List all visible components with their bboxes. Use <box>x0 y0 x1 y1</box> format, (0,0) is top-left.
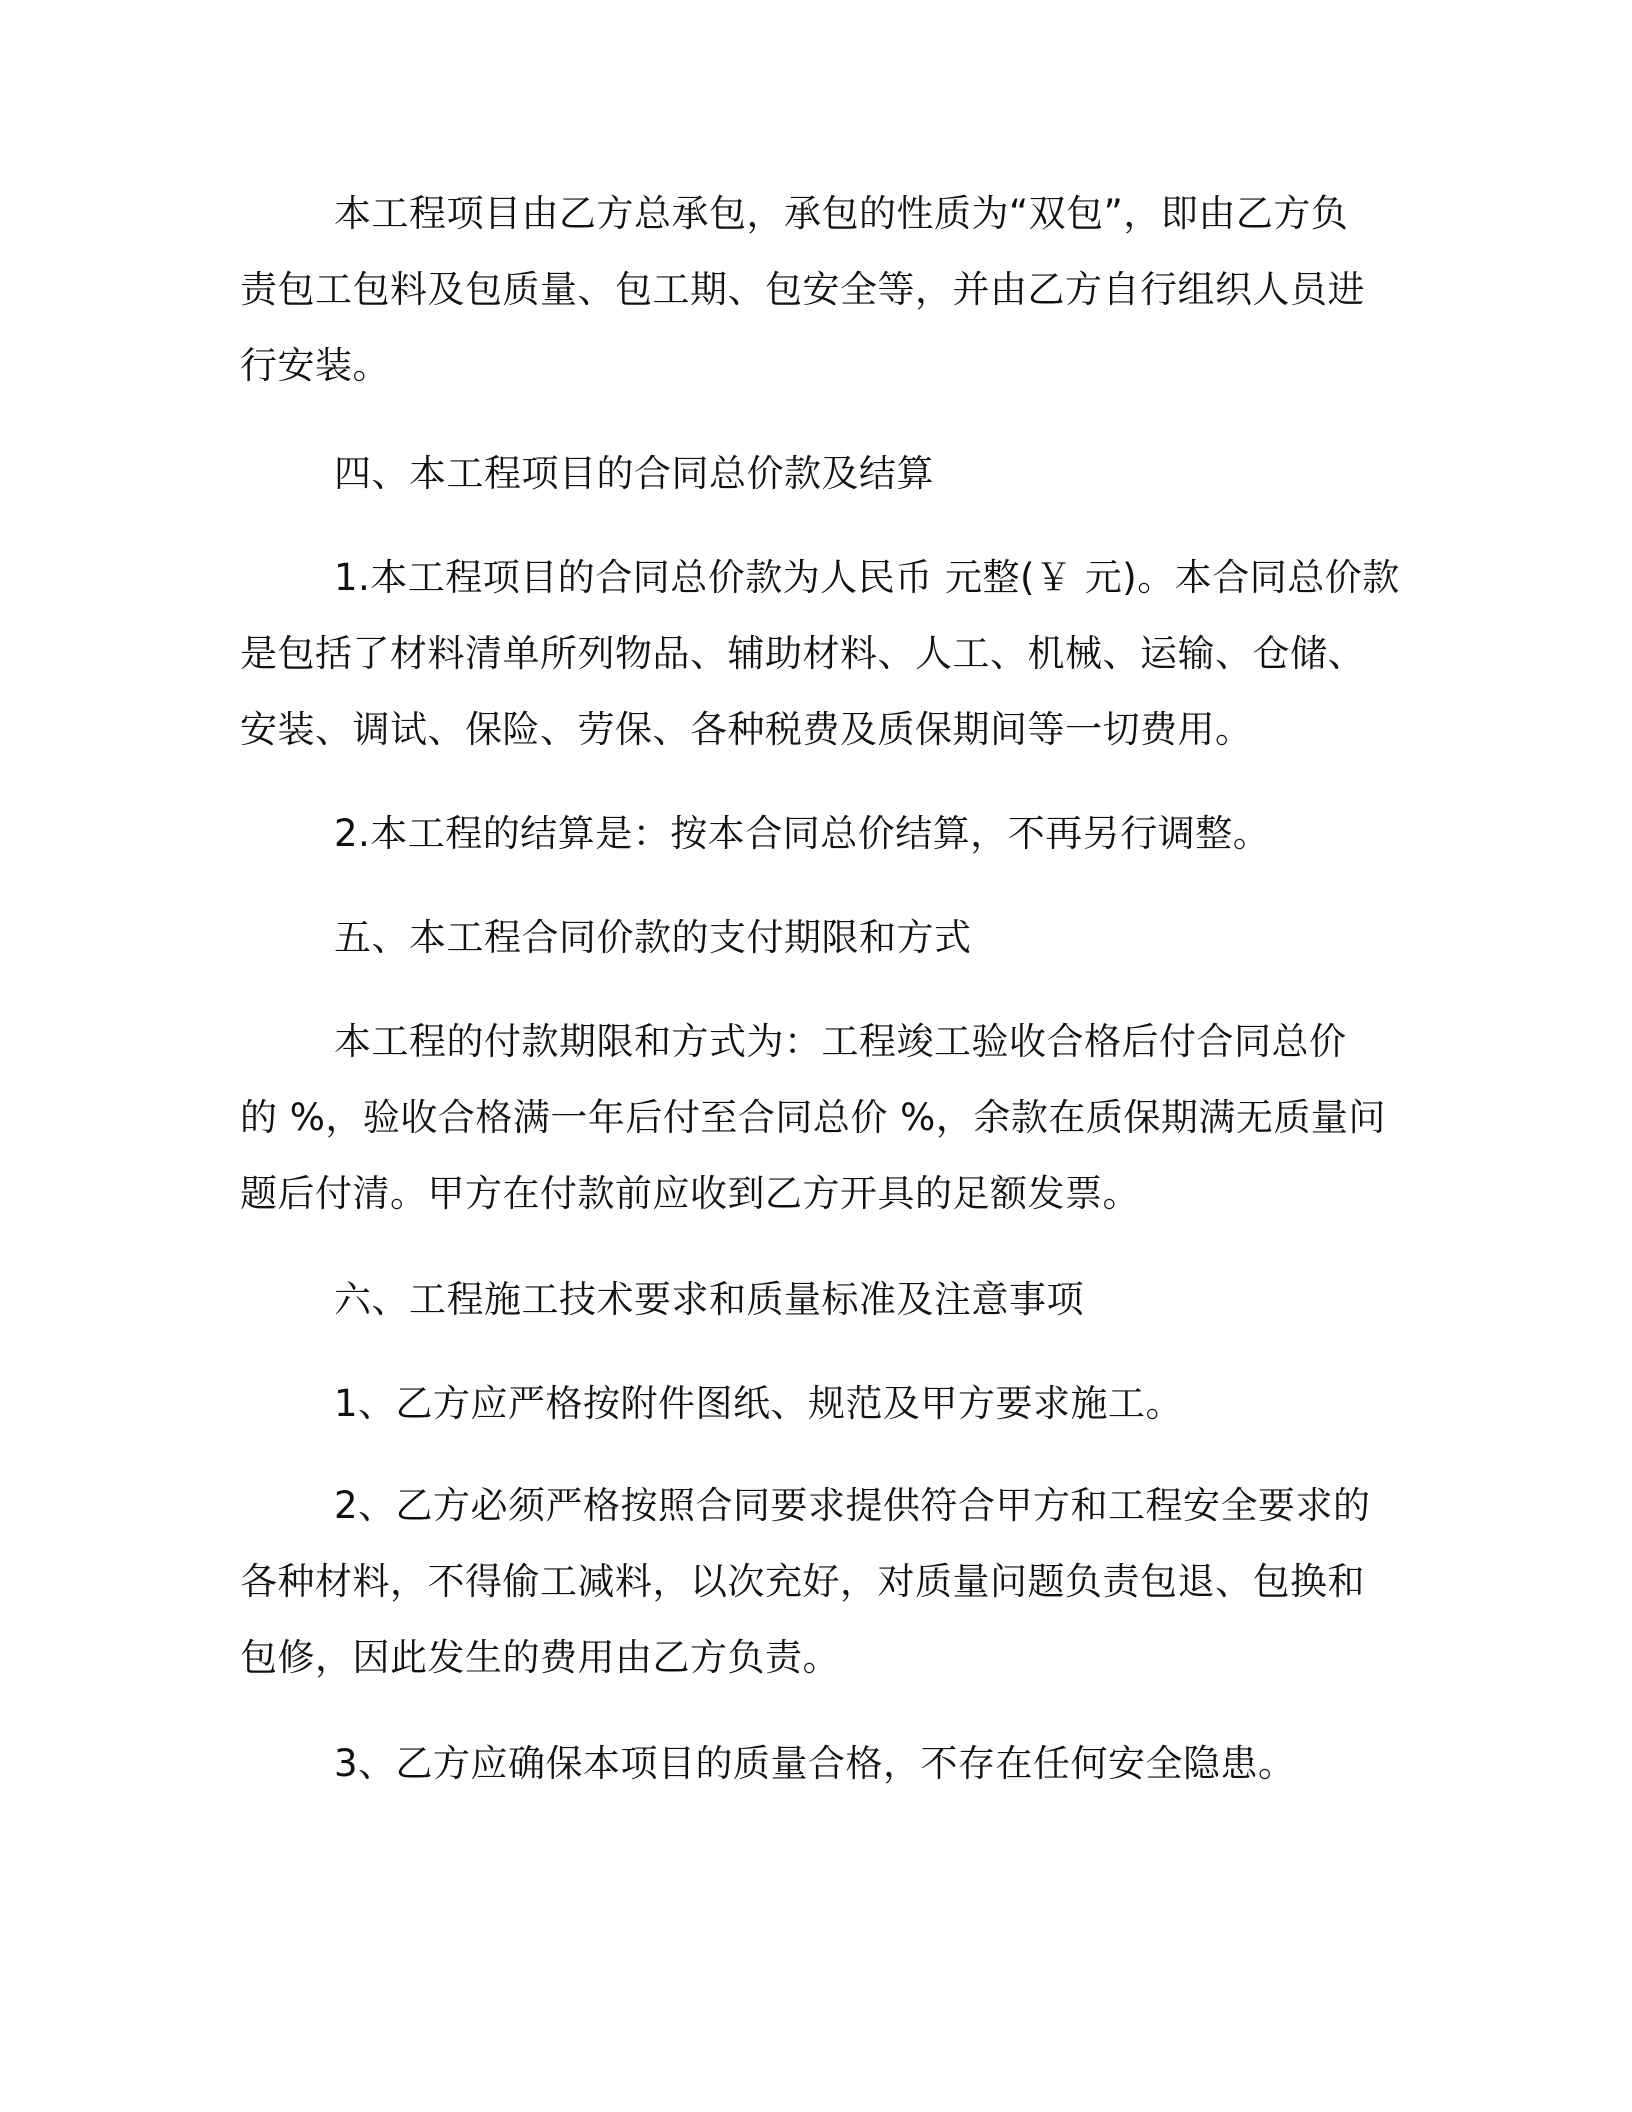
section-heading: 四、本工程项目的合同总价款及结算 <box>334 452 934 495</box>
paragraph-line: 本工程的付款期限和方式为：工程竣工验收合格后付合同总价 <box>334 1020 1347 1063</box>
paragraph-line: 1.本工程项目的合同总价款为人民币 元整(￥ 元)。本合同总价款 <box>334 556 1400 599</box>
paragraph-line: 各种材料，不得偷工减料，以次充好，对质量问题负责包退、包换和 <box>240 1560 1365 1603</box>
section-heading: 六、工程施工技术要求和质量标准及注意事项 <box>334 1278 1084 1321</box>
paragraph-line: 包修，因此发生的费用由乙方负责。 <box>240 1636 840 1679</box>
paragraph-line: 责包工包料及包质量、包工期、包安全等，并由乙方自行组织人员进 <box>240 268 1365 311</box>
paragraph-line: 2.本工程的结算是：按本合同总价结算，不再另行调整。 <box>334 812 1271 855</box>
paragraph-line: 是包括了材料清单所列物品、辅助材料、人工、机械、运输、仓储、 <box>240 632 1365 675</box>
paragraph-line: 3、乙方应确保本项目的质量合格，不存在任何安全隐患。 <box>334 1742 1296 1785</box>
paragraph-line: 的 %，验收合格满一年后付至合同总价 %，余款在质保期满无质量问 <box>240 1096 1386 1139</box>
paragraph-line: 1、乙方应严格按附件图纸、规范及甲方要求施工。 <box>334 1382 1184 1425</box>
paragraph-line: 行安装。 <box>240 344 390 387</box>
paragraph-line: 2、乙方必须严格按照合同要求提供符合甲方和工程安全要求的 <box>334 1484 1371 1527</box>
section-heading: 五、本工程合同价款的支付期限和方式 <box>334 916 972 959</box>
paragraph-line: 安装、调试、保险、劳保、各种税费及质保期间等一切费用。 <box>240 708 1253 751</box>
paragraph-line: 题后付清。甲方在付款前应收到乙方开具的足额发票。 <box>240 1172 1140 1215</box>
paragraph-line: 本工程项目由乙方总承包，承包的性质为“双包”，即由乙方负 <box>334 192 1349 235</box>
